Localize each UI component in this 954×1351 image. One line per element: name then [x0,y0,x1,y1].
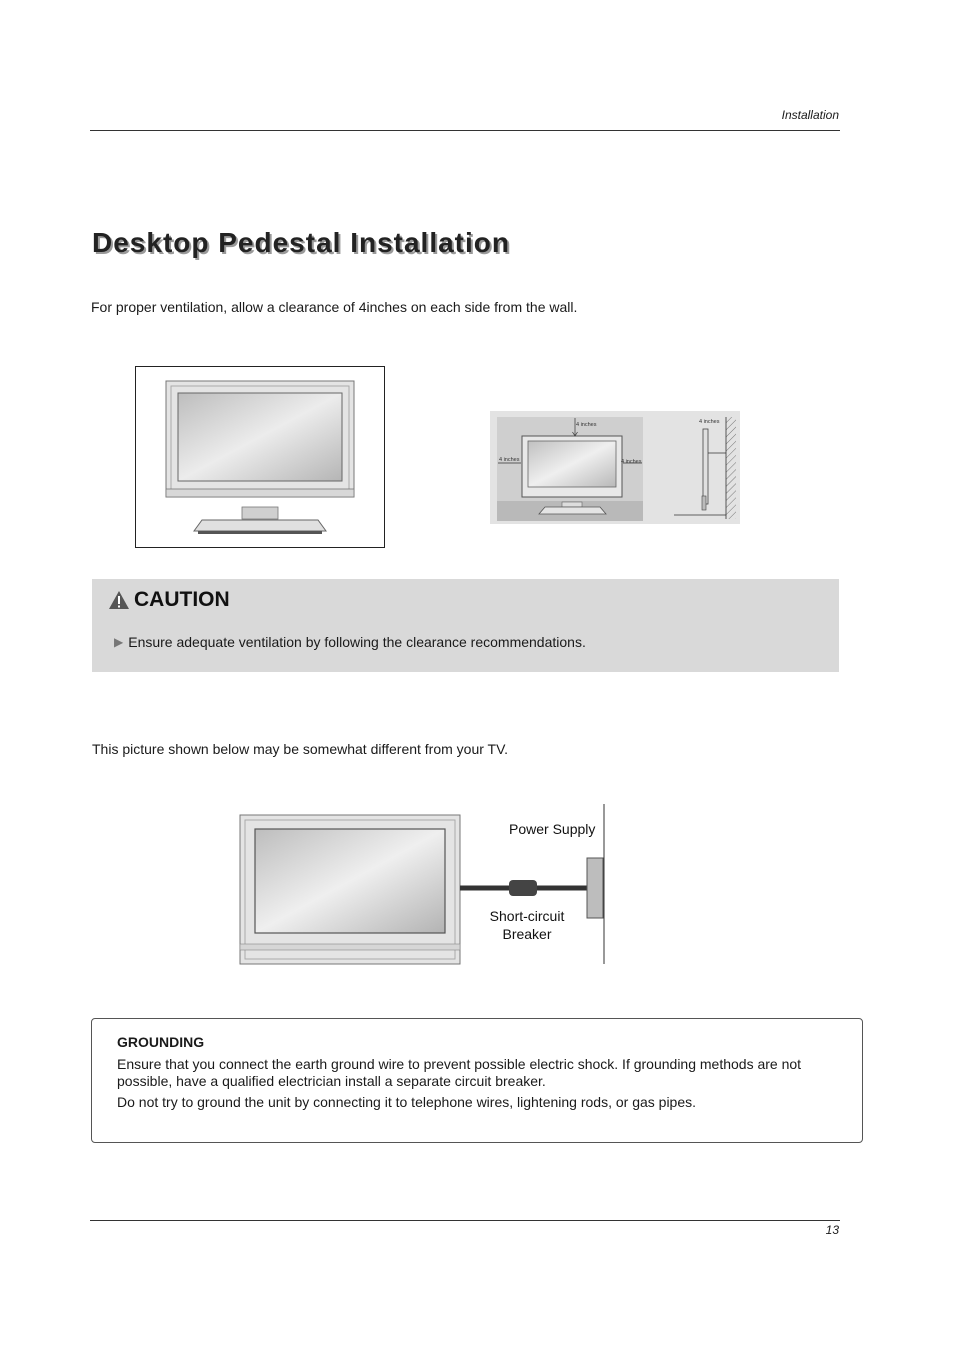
warning-triangle-icon [108,590,130,610]
left-clearance-label: 4 inches [499,457,520,463]
header-section-label: Installation [781,108,839,122]
grounding-paragraph-1: Ensure that you connect the earth ground wire to prevent possible electric shock. If grounding methods are not possible, have a qualified electrician install a separate circuit breaker. [117,1056,802,1089]
page-number: 13 [825,1223,839,1237]
tv-pedestal-illustration [136,367,384,547]
intro-text: For proper ventilation, allow a clearance of 4inches on each side from the wall. [91,299,578,315]
picture-note: This picture shown below may be somewhat different from your TV. [92,741,509,757]
tv-pedestal-figure [135,366,385,548]
header-rule [90,130,840,131]
right-clearance-label: 4 inches [621,459,642,465]
bullet-arrow-icon: ▶ [114,635,124,649]
breaker-label-line1: Short-circuit [489,908,565,924]
side-clearance-label: 4 inches [699,419,720,425]
top-clearance-label: 4 inches [576,422,597,428]
clearance-illustration [490,411,740,524]
breaker-label-line2: Breaker [502,926,552,942]
grounding-title: GROUNDING [117,1034,205,1050]
page-title: Desktop Pedestal Installation [92,227,510,258]
footer-rule [90,1220,840,1221]
power-supply-label: Power Supply [509,821,596,837]
caution-heading [108,588,230,612]
caution-item-text: Ensure adequate ventilation by following the clearance recommendations. [128,634,586,650]
power-connection-figure [235,800,615,972]
clearance-figure [490,411,740,524]
grounding-box [91,1018,863,1143]
caution-box [92,579,839,672]
grounding-paragraph-2: Do not try to ground the unit by connecting it to telephone wires, lightening rods, or gas pipes. [117,1094,697,1110]
caution-item [114,634,586,650]
caution-title: CAUTION [134,588,230,611]
power-connection-illustration [235,800,615,972]
